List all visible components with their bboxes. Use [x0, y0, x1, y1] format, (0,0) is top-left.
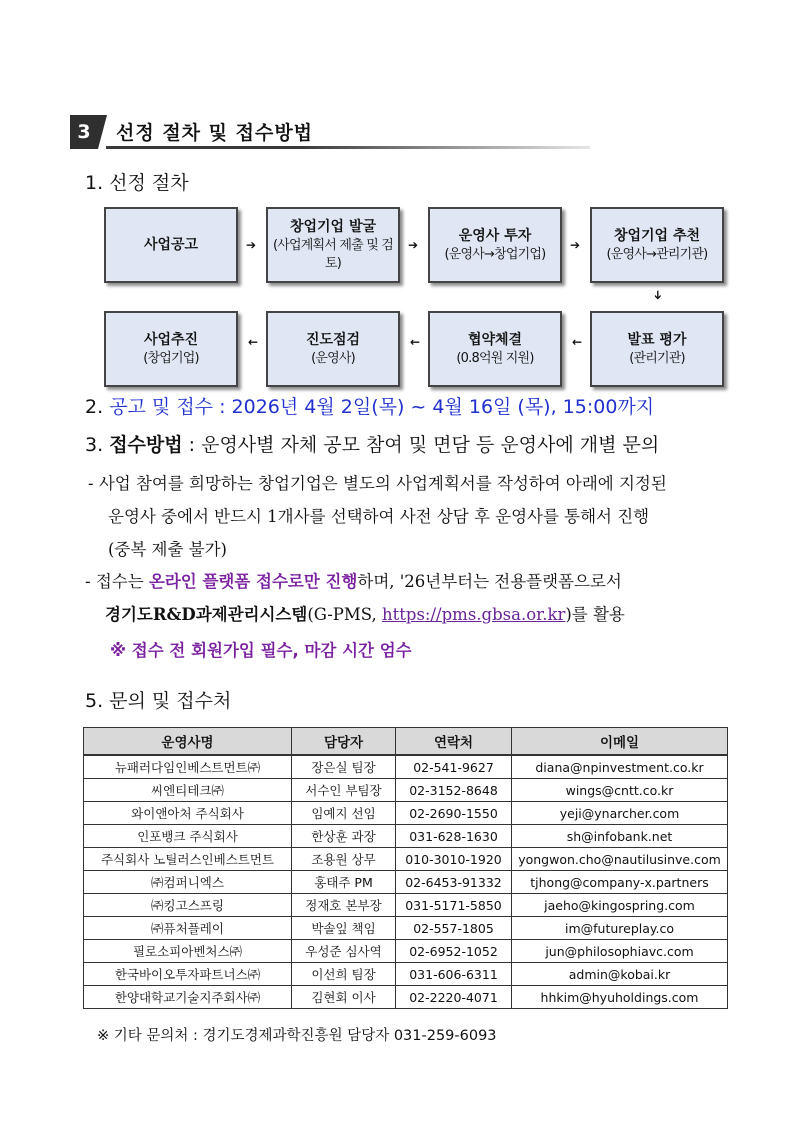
section-title: 선정 절차 및 접수방법	[116, 122, 314, 144]
bullet-line	[85, 598, 735, 631]
cell-phone: 02-2220-4071	[396, 986, 512, 1009]
cell-manager: 우성준 심사역	[292, 940, 396, 963]
arrow-left-icon: ←	[248, 335, 259, 349]
cell-operator: ㈜퓨처플레이	[84, 917, 292, 940]
cell-email: im@futureplay.co	[512, 917, 728, 940]
cell-phone: 02-6453-91332	[396, 871, 512, 894]
step-sub: (관리기관)	[629, 350, 685, 366]
cell-phone: 031-628-1630	[396, 825, 512, 848]
bullet-line: (중복 제출 불가)	[108, 540, 227, 559]
step-agreement	[428, 311, 562, 387]
cell-operator: 한양대학교기술지주회사㈜	[84, 986, 292, 1009]
cell-phone: 02-541-9627	[396, 755, 512, 779]
table-row	[84, 986, 728, 1009]
cell-manager: 서수인 부팀장	[292, 779, 396, 802]
warning-note: ※ 접수 전 회원가입 필수, 마감 시간 엄수	[110, 641, 412, 660]
col-operator: 운영사명	[84, 728, 292, 756]
cell-manager: 박솔잎 책임	[292, 917, 396, 940]
cell-phone: 02-6952-1052	[396, 940, 512, 963]
notice-line	[85, 392, 654, 419]
cell-operator: ㈜킹고스프링	[84, 894, 292, 917]
cell-operator: 주식회사 노틸러스인베스트먼트	[84, 848, 292, 871]
step-sub: (운영사→창업기업)	[444, 246, 546, 262]
cell-phone: 02-3152-8648	[396, 779, 512, 802]
cell-email: tjhong@company-x.partners	[512, 871, 728, 894]
step-title: 창업기업 추천	[613, 227, 701, 244]
step-sub: (0.8억원 지원)	[456, 350, 534, 366]
notice-number: 2.	[85, 396, 104, 418]
cell-email: jaeho@kingospring.com	[512, 894, 728, 917]
step-sub: (사업계획서 제출 및 검토)	[272, 237, 394, 271]
step-title: 사업공고	[143, 236, 199, 253]
contacts-table	[83, 727, 728, 1009]
arrow-right-icon: ➔	[570, 238, 581, 252]
step-recommendation	[590, 207, 724, 283]
step-execution	[104, 311, 238, 387]
step-sub: (운영사)	[311, 350, 355, 366]
cell-phone: 010-3010-1920	[396, 848, 512, 871]
online-highlight: 온라인 플랫폼 접수로만 진행	[148, 572, 358, 591]
table-row	[84, 871, 728, 894]
cell-email: yongwon.cho@nautilusinve.com	[512, 848, 728, 871]
cell-email: yeji@ynarcher.com	[512, 802, 728, 825]
table-row	[84, 755, 728, 779]
bullet-line: - 사업 참여를 희망하는 창업기업은 별도의 사업계획서를 작성하여 아래에 지정된	[88, 474, 667, 493]
arrow-right-icon: ➔	[408, 238, 419, 252]
table-row	[84, 940, 728, 963]
cell-operator: 와이앤아처 주식회사	[84, 802, 292, 825]
arrow-right-icon: ➔	[246, 238, 257, 252]
cell-manager: 정재호 본부장	[292, 894, 396, 917]
process-heading: 1. 선정 절차	[85, 172, 189, 194]
col-phone: 연락처	[396, 728, 512, 756]
cell-email: wings@cntt.co.kr	[512, 779, 728, 802]
cell-manager: 임예지 선임	[292, 802, 396, 825]
table-row	[84, 779, 728, 802]
step-title: 진도점검	[305, 331, 361, 348]
method-line	[85, 430, 659, 457]
step-sub: (운영사→관리기관)	[606, 246, 708, 262]
cell-manager: 장은실 팀장	[292, 755, 396, 779]
cell-manager: 이선희 팀장	[292, 963, 396, 986]
arrow-left-icon: ←	[572, 335, 583, 349]
footnote: ※ 기타 문의처 : 경기도경제과학진흥원 담당자 031-259-6093	[97, 1028, 497, 1044]
table-row	[84, 825, 728, 848]
section-header	[70, 115, 590, 149]
notice-text: 공고 및 접수 : 2026년 4월 2일(목) ~ 4월 16일 (목), 15:00까지	[109, 396, 655, 418]
step-evaluation	[590, 311, 724, 387]
bullet-rest: 하며, '26년부터는 전용플랫폼으로서	[357, 572, 622, 591]
table-row	[84, 963, 728, 986]
system-end: )를 활용	[565, 605, 625, 624]
cell-operator: 씨엔티테크㈜	[84, 779, 292, 802]
step-investment	[428, 207, 562, 283]
step-announcement	[104, 207, 238, 283]
table-row	[84, 894, 728, 917]
bullet-line	[85, 565, 735, 598]
cell-manager: 홍태주 PM	[292, 871, 396, 894]
col-manager: 담당자	[292, 728, 396, 756]
step-sub: (창업기업)	[143, 350, 199, 366]
bullet-prefix: - 접수는	[85, 572, 149, 591]
system-open: (G-PMS,	[307, 605, 383, 624]
cell-phone: 02-2690-1550	[396, 802, 512, 825]
step-title: 사업추진	[143, 331, 199, 348]
step-discovery	[266, 207, 400, 283]
contacts-heading: 5. 문의 및 접수처	[85, 690, 232, 712]
arrow-down-icon: ➔	[651, 289, 666, 301]
bullet-line: 운영사 중에서 반드시 1개사를 선택하여 사전 상담 후 운영사를 통해서 진행	[108, 507, 650, 526]
table-row	[84, 802, 728, 825]
cell-operator: ㈜컴퍼니엑스	[84, 871, 292, 894]
step-inspection	[266, 311, 400, 387]
step-title: 창업기업 발굴	[289, 218, 377, 235]
cell-manager: 조용원 상무	[292, 848, 396, 871]
cell-operator: 한국바이오투자파트너스㈜	[84, 963, 292, 986]
table-row	[84, 848, 728, 871]
method-bullet-1	[88, 467, 738, 566]
gpms-link[interactable]: https://pms.gbsa.or.kr	[382, 605, 566, 624]
section-number: 3	[70, 115, 98, 149]
col-email: 이메일	[512, 728, 728, 756]
table-header-row	[84, 728, 728, 756]
method-label: 접수방법	[109, 434, 183, 456]
cell-phone: 031-606-6311	[396, 963, 512, 986]
system-name: 경기도R&D과제관리시스템	[105, 605, 308, 624]
method-text: : 운영사별 자체 공모 참여 및 면담 등 운영사에 개별 문의	[182, 434, 660, 456]
cell-operator: 뉴패러다임인베스트먼트㈜	[84, 755, 292, 779]
table-row	[84, 917, 728, 940]
cell-phone: 031-5171-5850	[396, 894, 512, 917]
cell-operator: 필로소피아벤처스㈜	[84, 940, 292, 963]
arrow-left-icon: ←	[410, 335, 421, 349]
cell-phone: 02-557-1805	[396, 917, 512, 940]
cell-email: admin@kobai.kr	[512, 963, 728, 986]
section-underline	[106, 146, 590, 149]
step-title: 운영사 투자	[458, 227, 532, 244]
method-bullet-2	[85, 565, 735, 631]
cell-manager: 한상훈 과장	[292, 825, 396, 848]
cell-email: sh@infobank.net	[512, 825, 728, 848]
cell-operator: 인포뱅크 주식회사	[84, 825, 292, 848]
cell-email: diana@npinvestment.co.kr	[512, 755, 728, 779]
cell-email: jun@philosophiavc.com	[512, 940, 728, 963]
cell-email: hhkim@hyuholdings.com	[512, 986, 728, 1009]
cell-manager: 김현회 이사	[292, 986, 396, 1009]
step-title: 협약체결	[467, 331, 523, 348]
method-number: 3.	[85, 434, 104, 456]
step-title: 발표 평가	[627, 331, 687, 348]
